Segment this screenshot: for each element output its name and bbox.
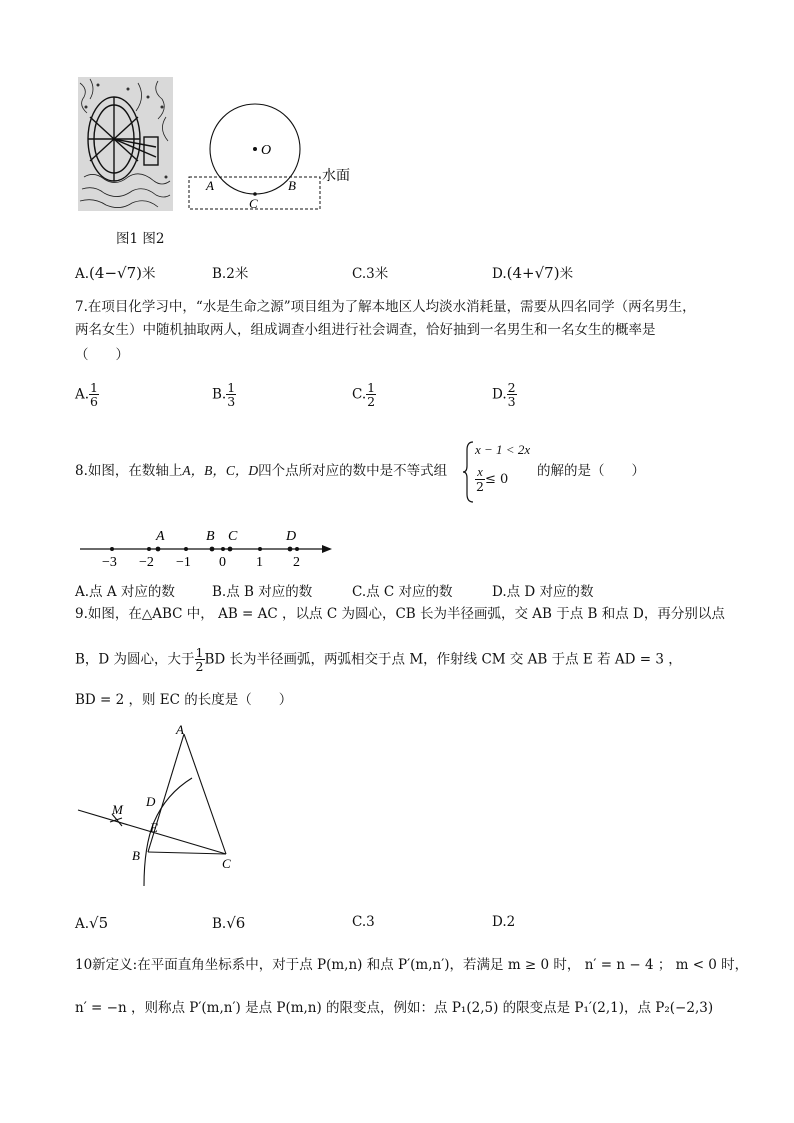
- point-label-a: A: [206, 178, 214, 193]
- number-line: [78, 524, 338, 570]
- triangle-diagram: [74, 722, 244, 888]
- tick-label: 0: [219, 555, 226, 570]
- q8-option-d[interactable]: D.点 D 对应的数: [492, 584, 594, 600]
- tick-label: −1: [176, 555, 191, 570]
- point-label-b: B: [288, 178, 296, 193]
- q6-option-a[interactable]: A.(4−√7)米: [75, 264, 156, 282]
- point-label-e: E: [150, 820, 158, 835]
- q8-option-a[interactable]: A.点 A 对应的数: [75, 584, 175, 600]
- q9-option-d[interactable]: D.2: [492, 914, 516, 930]
- q10-stem-line1: 10新定义:在平面直角坐标系中，对于点 P(m,n) 和点 P′(m,n′)，若满足 m ≥ 0 时， n′ = n − 4 ； m < 0 时，: [75, 957, 749, 973]
- q7-option-d[interactable]: D. $\frac{2}{3}$: [492, 380, 516, 409]
- q6-option-b[interactable]: B.2米: [212, 266, 249, 282]
- vertex-label-b: B: [132, 848, 140, 863]
- circle-diagram: [185, 92, 365, 214]
- q8-stem-tail: 的解的是（ ）: [537, 463, 645, 479]
- inequality-2: $\frac{x}{2}$ ≤ 0: [476, 465, 509, 494]
- q7-option-b[interactable]: B. $\frac{1}{3}$: [212, 380, 236, 409]
- q7-option-a[interactable]: A. $\frac{1}{6}$: [75, 380, 98, 409]
- q7-stem-line3: （ ）: [75, 347, 129, 363]
- inequality-1: x − 1 < 2x: [475, 442, 531, 457]
- point-label: B: [206, 529, 215, 544]
- figure-caption: 图1 图2: [116, 231, 165, 247]
- q6-option-d[interactable]: D.(4+√7)米: [492, 264, 574, 282]
- point-label-m: M: [112, 802, 123, 817]
- q8-stem: 8.如图，在数轴上A，B，C，D四个点所对应的数中是不等式组: [75, 463, 448, 479]
- tick-label: −3: [102, 555, 117, 570]
- vertex-label-c: C: [222, 856, 231, 871]
- q8-option-c[interactable]: C.点 C 对应的数: [352, 584, 453, 600]
- inequality-system: [463, 440, 533, 506]
- q9-option-a[interactable]: A.√5: [75, 914, 109, 932]
- tick-label: −2: [139, 555, 154, 570]
- point-label: D: [286, 529, 297, 544]
- point-label-d: D: [146, 794, 156, 809]
- q8-option-b[interactable]: B.点 B 对应的数: [212, 584, 313, 600]
- water-surface-label: 水面: [322, 169, 350, 184]
- q6-option-c[interactable]: C.3米: [352, 266, 389, 282]
- tick-label: 1: [256, 555, 263, 570]
- q10-stem-line2: n′ = −n ，则称点 P′(m,n′) 是点 P(m,n) 的限变点，例如：点 P₁(2,5) 的限变点是 P₁′(2,1)，点 P₂(−2,3): [75, 1000, 714, 1016]
- tick-label: 2: [293, 555, 300, 570]
- q9-stem-line1: 9.如图，在△ABC 中， AB = AC ，以点 C 为圆心，CB 长为半径画弧，交 AB 于点 B 和点 D，再分别以点: [75, 606, 725, 622]
- q7-stem-line1: 7.在项目化学习中，“水是生命之源”项目组为了解本地区人均淡水消耗量，需要从四名同学（两名男生，: [75, 299, 696, 315]
- point-label: C: [228, 529, 238, 544]
- q9-stem-line2: B，D 为圆心，大于 $\frac{1}{2}$ BD 长为半径画弧，两弧相交于点 M，作射线 CM 交 AB 于点 E 若 AD = 3 ，: [75, 645, 682, 674]
- waterwheel-illustration: [78, 77, 173, 211]
- q7-stem-line2: 两名女生）中随机抽取两人，组成调查小组进行社会调查，恰好抽到一名男生和一名女生的概率是: [75, 322, 656, 338]
- q9-option-c[interactable]: C.3: [352, 914, 375, 930]
- point-label: A: [156, 529, 165, 544]
- point-label-c: C: [249, 196, 258, 211]
- q9-stem-line3: BD = 2 ，则 EC 的长度是（ ）: [75, 692, 293, 708]
- vertex-label-a: A: [176, 722, 184, 737]
- center-label-o: O: [261, 143, 272, 158]
- q7-option-c[interactable]: C. $\frac{1}{2}$: [352, 380, 376, 409]
- q9-option-b[interactable]: B.√6: [212, 914, 246, 932]
